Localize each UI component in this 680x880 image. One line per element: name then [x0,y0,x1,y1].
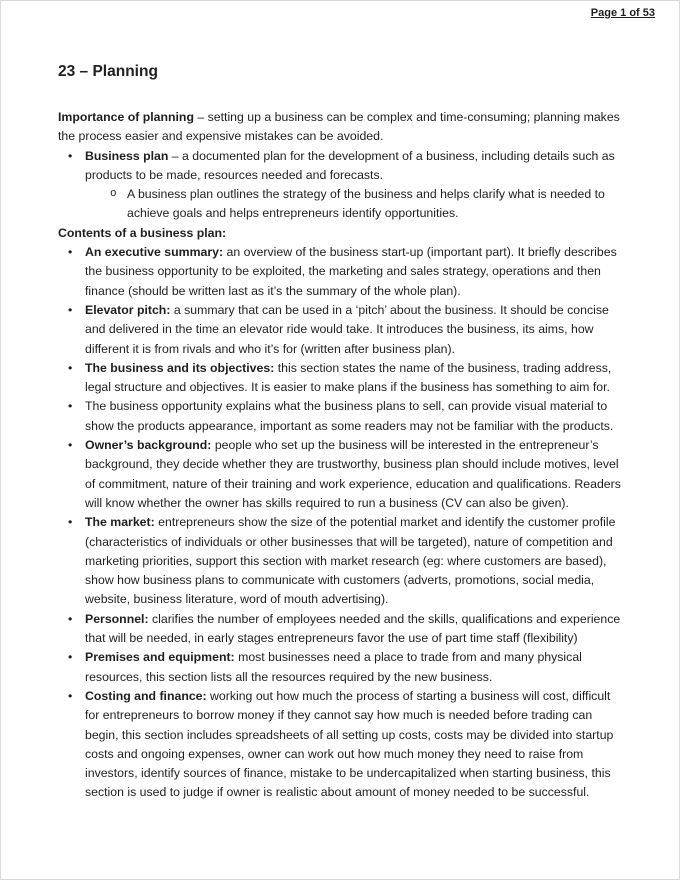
list-item-text [85,687,628,803]
bullet-icon: • [68,302,73,317]
list-item-text [85,513,628,609]
list-item [58,243,628,301]
list-item [58,610,628,649]
list-item-rest: people who set up the business will be interested in the entrepreneur’s background, they decide whether they are trustworthy, business plan should include motives, level of commitment, nature of their training and work experience, education and qualifications. Readers will know whether the owner has skills required to run a business (CV can also be given). [85,438,621,510]
bullet-icon: • [68,360,73,375]
list-item [58,301,628,359]
list-item-rest: clarifies the number of employees needed and the skills, qualifications and experience that will be needed, in early stages entrepreneurs favor the use of part time staff (flexibility) [85,611,621,646]
sub-list-item-text: A business plan outlines the strategy of the business and helps clarify what is needed to achieve goals and helps entrepreneurs identify opportunities. [127,187,605,221]
list-item [58,648,628,687]
list-item [58,687,628,803]
list-item-rest: working out how much the process of starting a business will cost, difficult for entrepreneurs to borrow money if they cannot say how much is needed before trading can begin, this section includes spreadsheets of all setting up costs, costs may be divided into startup costs and ongoing expenses, owner can work out how much money they need to raise from investors, identify sources of finance, mistake to be undercapitalized when starting business, this section is used to judge if owner is realistic about amount of money needed to be successful. [85,688,614,800]
list-item-rest: most businesses need a place to trade from and many physical resources, this section lists all the resources required by the new business. [85,650,582,684]
list-item-lead: An executive summary: [85,245,224,260]
list-item-text [85,610,628,649]
list-item-lead: Business plan [85,148,169,163]
intro-rest-text: – setting up a business can be complex and time-consuming; planning makes the process easier and expensive mistakes can be avoided. [58,110,620,144]
bullet-icon: • [68,245,73,260]
list-item-lead: Costing and finance: [85,688,207,703]
bullet-icon: • [68,438,73,453]
document-body [58,108,628,803]
list-item-rest: an overview of the business start-up (important part). It briefly describes the business opportunity to be exploited, the marketing and sales strategy, operations and then finance (should be written last as it’s the summary of the whole plan). [85,245,617,298]
bullet-icon: • [68,688,73,703]
intro-paragraph [58,108,628,147]
intro-lead-text: Importance of planning [58,110,194,124]
list-item [58,397,628,436]
page-number-header [591,7,655,19]
list-item [58,147,628,186]
list-item-rest: a summary that can be used in a ‘pitch’ about the business. It should be concise and delivered in the time an elevator ride would take. It introduces the business, its aims, how different it is from rivals and who it’s for (written after business plan). [85,302,609,356]
list-item-text [85,301,628,359]
list-item-text [85,359,628,398]
list-item-lead: The market: [85,515,155,530]
list-item-lead: The business and its objectives: [85,360,275,375]
bullet-icon: • [68,515,73,530]
list-item-lead: Owner’s background: [85,438,212,453]
list-item-text [85,397,628,436]
section-heading: Contents of a business plan: [58,225,227,240]
list-item [58,359,628,398]
list-item-lead: Premises and equipment: [85,650,235,665]
list-item-lead: Elevator pitch: [85,302,171,317]
list-item-lead: Personnel: [85,611,149,626]
list-item-rest: this section states the name of the business, trading address, legal structure and objectives. It is easier to make plans if the business has something to aim for. [85,360,612,395]
list-item [58,436,628,513]
bullet-icon: • [68,399,73,414]
list-item-text [85,243,628,301]
list-item-text [85,648,628,687]
list-item-rest: – a documented plan for the development of a business, including details such as products to be made, resources needed and forecasts. [85,148,615,182]
bullet-icon: • [68,650,73,665]
sub-bullet-icon: o [110,188,117,201]
list-item-rest: entrepreneurs show the size of the potential market and identify the customer profile (characteristics of individuals or other businesses that will be targeted), nature of competition and marketing priorities, support this section with market research (eg: where customers are based), show how business plans to communicate with customers (adverts, promotions, social media, website, business literature, word of mouth advertising). [85,515,616,607]
list-item-text [85,147,628,186]
page-title: 23 – Planning [58,63,158,80]
bullet-icon: • [68,148,73,163]
list-item-text [85,436,628,513]
sub-list-item [58,185,628,224]
bullet-icon: • [68,611,73,626]
page-number-label: Page 1 of 53 [590,7,655,19]
list-item [58,513,628,609]
list-item-rest: The business opportunity explains what the business plans to sell, can provide visual material to show the products appearance, important as some readers may not be familiar with the products. [85,399,614,433]
